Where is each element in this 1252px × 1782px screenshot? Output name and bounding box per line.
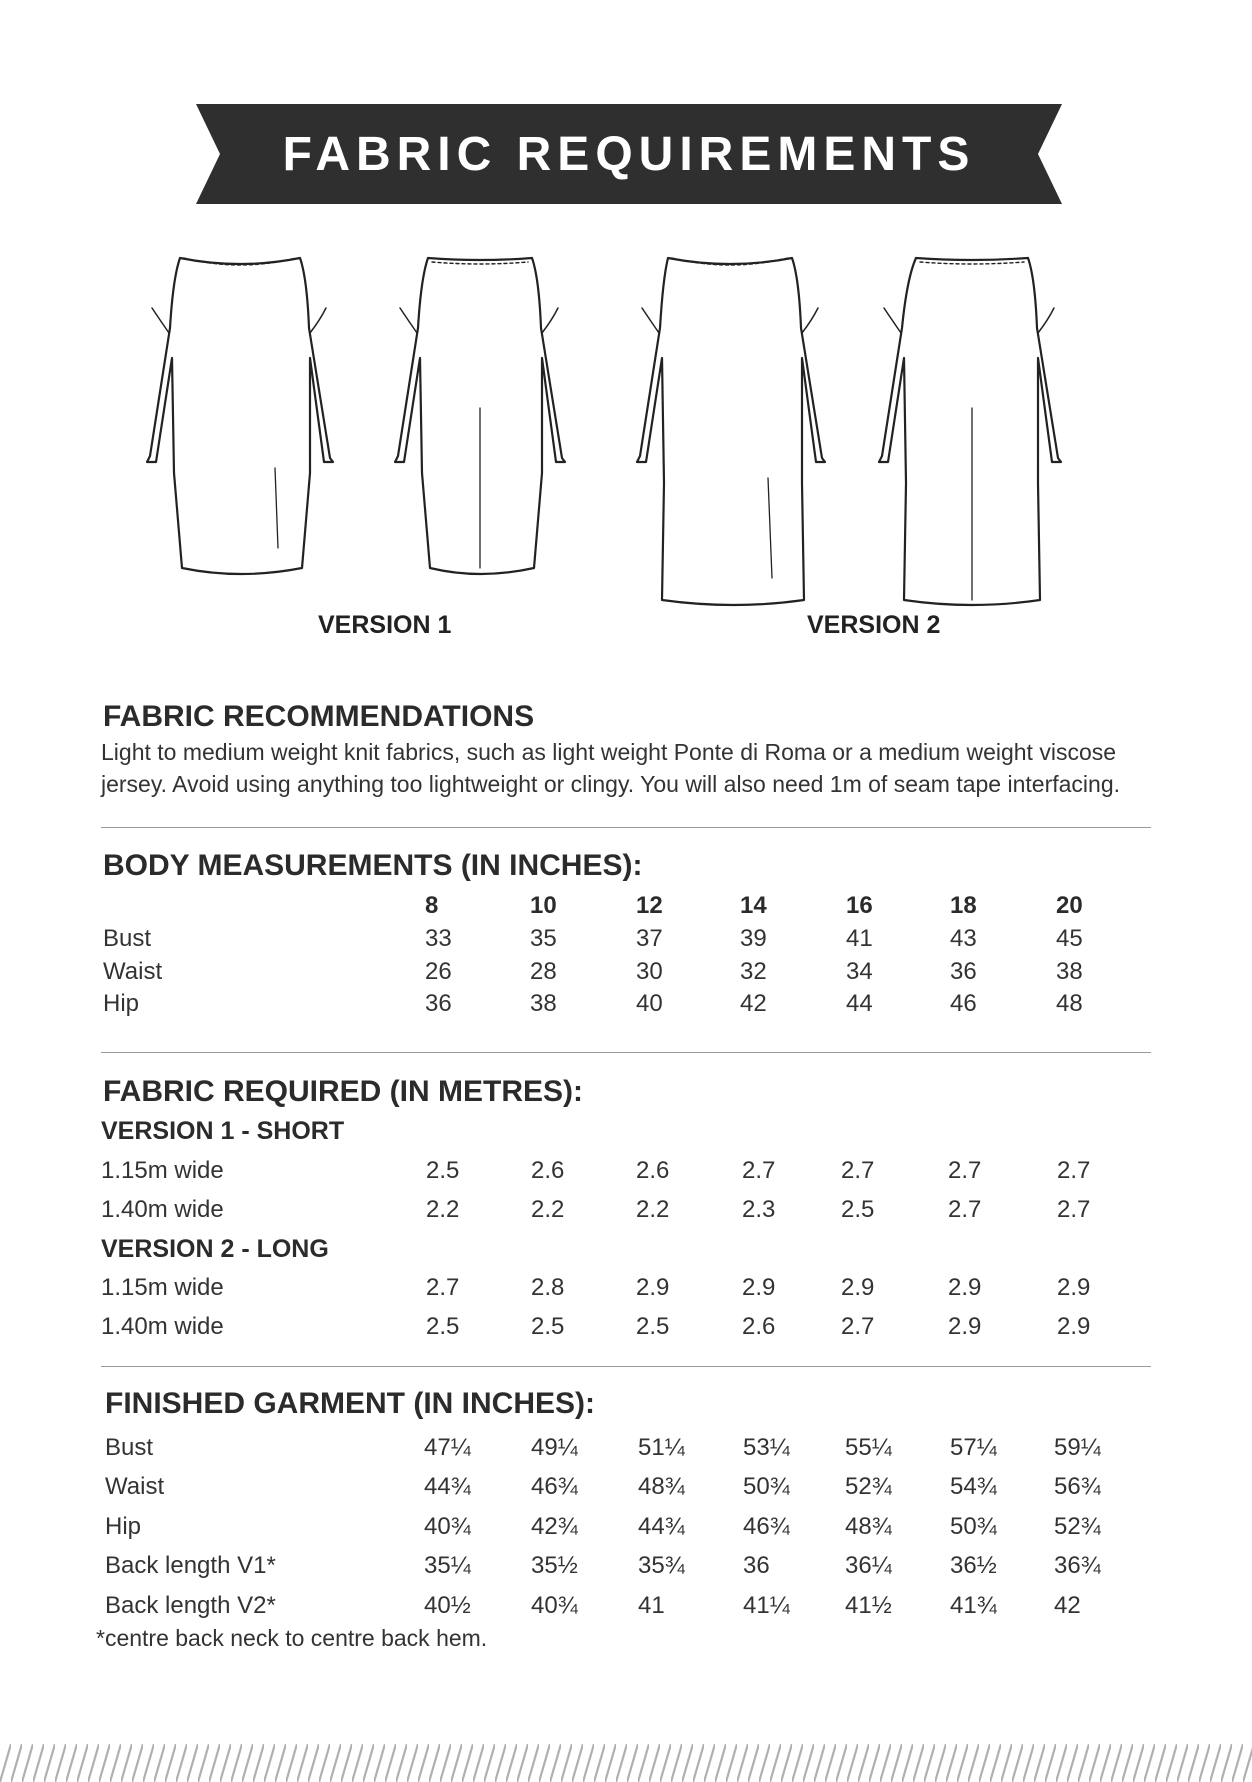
cell: 35¼ <box>424 1552 471 1579</box>
finished-garment-title: FINISHED GARMENT (IN INCHES): <box>105 1387 595 1420</box>
cell: 2.9 <box>841 1274 875 1301</box>
cell: 2.9 <box>948 1274 982 1301</box>
row-label: 1.40m wide <box>101 1196 224 1223</box>
cell: 35¾ <box>638 1552 685 1579</box>
cell: 50¾ <box>743 1473 790 1500</box>
cell: 51¼ <box>638 1434 685 1461</box>
body-row-bust <box>0 925 1252 959</box>
row-label: 1.40m wide <box>101 1313 224 1340</box>
cell: 57¼ <box>950 1434 997 1461</box>
page-title: FABRIC REQUIREMENTS <box>282 127 976 181</box>
cell: 2.5 <box>426 1157 460 1184</box>
divider <box>101 1366 1151 1367</box>
cell: 56¾ <box>1054 1473 1101 1500</box>
cell: 42¾ <box>531 1513 578 1540</box>
cell: 2.7 <box>948 1157 982 1184</box>
finished-row-back-length-v1 <box>0 1552 1252 1586</box>
decorative-stripe-border <box>0 1744 1252 1782</box>
version-2-long-title: VERSION 2 - LONG <box>101 1235 329 1263</box>
finished-row-hip <box>0 1513 1252 1547</box>
cell: 48¾ <box>845 1513 892 1540</box>
row-label: Back length V2* <box>105 1592 276 1619</box>
cell: 2.3 <box>742 1196 776 1223</box>
size-8: 8 <box>425 892 439 919</box>
cell: 48 <box>1056 990 1083 1017</box>
cell: 2.7 <box>426 1274 460 1301</box>
cell: 59¼ <box>1054 1434 1101 1461</box>
version-1-back-illustration <box>395 258 565 574</box>
cell: 26 <box>425 958 452 985</box>
row-label: Hip <box>103 990 140 1017</box>
cell: 36 <box>950 958 977 985</box>
cell: 39 <box>740 925 767 952</box>
cell: 35 <box>530 925 557 952</box>
cell: 44 <box>846 990 873 1017</box>
cell: 50¾ <box>950 1513 997 1540</box>
row-label: Hip <box>105 1513 142 1540</box>
recommendations-title: FABRIC RECOMMENDATIONS <box>103 700 535 733</box>
cell: 52¾ <box>845 1473 892 1500</box>
row-label: Bust <box>103 925 152 952</box>
cell: 40½ <box>424 1592 471 1619</box>
fabric-v1-row-140 <box>0 1196 1252 1230</box>
size-12: 12 <box>636 892 663 919</box>
cell: 44¾ <box>424 1473 471 1500</box>
cell: 2.9 <box>742 1274 776 1301</box>
cell: 40 <box>636 990 663 1017</box>
cell: 46 <box>950 990 977 1017</box>
cell: 2.5 <box>841 1196 875 1223</box>
cell: 2.9 <box>1057 1313 1091 1340</box>
fabric-required-title: FABRIC REQUIRED (IN METRES): <box>103 1075 583 1108</box>
footnote: *centre back neck to centre back hem. <box>96 1625 488 1651</box>
cell: 45 <box>1056 925 1083 952</box>
cell: 46¾ <box>531 1473 578 1500</box>
cell: 42 <box>740 990 767 1017</box>
size-14: 14 <box>740 892 767 919</box>
cell: 2.9 <box>636 1274 670 1301</box>
cell: 2.7 <box>742 1157 776 1184</box>
row-label: Back length V1* <box>105 1552 276 1579</box>
cell: 32 <box>740 958 767 985</box>
cell: 42 <box>1054 1592 1081 1619</box>
divider <box>101 827 1151 828</box>
cell: 35½ <box>531 1552 578 1579</box>
divider <box>101 1052 1151 1053</box>
version-2-front-illustration <box>637 258 825 605</box>
version-1-label: VERSION 1 <box>318 611 452 639</box>
cell: 2.6 <box>636 1157 670 1184</box>
version-1-front-illustration <box>147 258 333 574</box>
dress-illustrations <box>140 238 1120 618</box>
cell: 47¼ <box>424 1434 471 1461</box>
finished-row-waist <box>0 1473 1252 1507</box>
body-row-waist <box>0 958 1252 992</box>
finished-row-back-length-v2 <box>0 1592 1252 1626</box>
recommendations-text: Light to medium weight knit fabrics, such as light weight Ponte di Roma or a medium weight viscose jersey. Avoid using anything too lightweight or clingy. You will also need 1m of seam tape interfacing. <box>101 739 1120 797</box>
cell: 2.7 <box>1057 1196 1091 1223</box>
size-16: 16 <box>846 892 873 919</box>
cell: 49¼ <box>531 1434 578 1461</box>
cell: 38 <box>1056 958 1083 985</box>
finished-row-bust <box>0 1434 1252 1468</box>
cell: 40¾ <box>424 1513 471 1540</box>
cell: 2.5 <box>531 1313 565 1340</box>
cell: 36¾ <box>1054 1552 1101 1579</box>
cell: 2.2 <box>636 1196 670 1223</box>
cell: 36 <box>743 1552 770 1579</box>
fabric-v2-row-115 <box>0 1274 1252 1308</box>
cell: 2.2 <box>426 1196 460 1223</box>
body-row-hip <box>0 990 1252 1024</box>
cell: 2.8 <box>531 1274 565 1301</box>
fabric-v2-row-140 <box>0 1313 1252 1347</box>
cell: 2.7 <box>1057 1157 1091 1184</box>
cell: 43 <box>950 925 977 952</box>
cell: 41¼ <box>743 1592 790 1619</box>
cell: 28 <box>530 958 557 985</box>
version-2-back-illustration <box>879 258 1061 605</box>
size-18: 18 <box>950 892 977 919</box>
row-label: Bust <box>105 1434 154 1461</box>
cell: 36 <box>425 990 452 1017</box>
cell: 33 <box>425 925 452 952</box>
cell: 55¼ <box>845 1434 892 1461</box>
cell: 2.2 <box>531 1196 565 1223</box>
cell: 2.5 <box>426 1313 460 1340</box>
cell: 2.5 <box>636 1313 670 1340</box>
cell: 41½ <box>845 1592 892 1619</box>
cell: 38 <box>530 990 557 1017</box>
cell: 40¾ <box>531 1592 578 1619</box>
cell: 2.6 <box>531 1157 565 1184</box>
cell: 30 <box>636 958 663 985</box>
body-measurements-title: BODY MEASUREMENTS (IN INCHES): <box>103 849 643 882</box>
cell: 2.9 <box>948 1313 982 1340</box>
cell: 2.7 <box>948 1196 982 1223</box>
cell: 46¾ <box>743 1513 790 1540</box>
size-20: 20 <box>1056 892 1083 919</box>
size-header-row <box>0 892 1252 926</box>
cell: 53¼ <box>743 1434 790 1461</box>
title-banner <box>196 104 1062 204</box>
cell: 41 <box>846 925 873 952</box>
cell: 2.7 <box>841 1313 875 1340</box>
cell: 2.6 <box>742 1313 776 1340</box>
cell: 48¾ <box>638 1473 685 1500</box>
cell: 41¾ <box>950 1592 997 1619</box>
cell: 41 <box>638 1592 665 1619</box>
cell: 36¼ <box>845 1552 892 1579</box>
cell: 36½ <box>950 1552 997 1579</box>
row-label: 1.15m wide <box>101 1157 224 1184</box>
size-10: 10 <box>530 892 557 919</box>
cell: 2.9 <box>1057 1274 1091 1301</box>
cell: 52¾ <box>1054 1513 1101 1540</box>
cell: 54¾ <box>950 1473 997 1500</box>
fabric-v1-row-115 <box>0 1157 1252 1191</box>
cell: 2.7 <box>841 1157 875 1184</box>
version-1-short-title: VERSION 1 - SHORT <box>101 1117 345 1145</box>
row-label: Waist <box>105 1473 165 1500</box>
cell: 44¾ <box>638 1513 685 1540</box>
version-2-label: VERSION 2 <box>807 611 941 639</box>
row-label: 1.15m wide <box>101 1274 224 1301</box>
cell: 34 <box>846 958 873 985</box>
row-label: Waist <box>103 958 163 985</box>
cell: 37 <box>636 925 663 952</box>
